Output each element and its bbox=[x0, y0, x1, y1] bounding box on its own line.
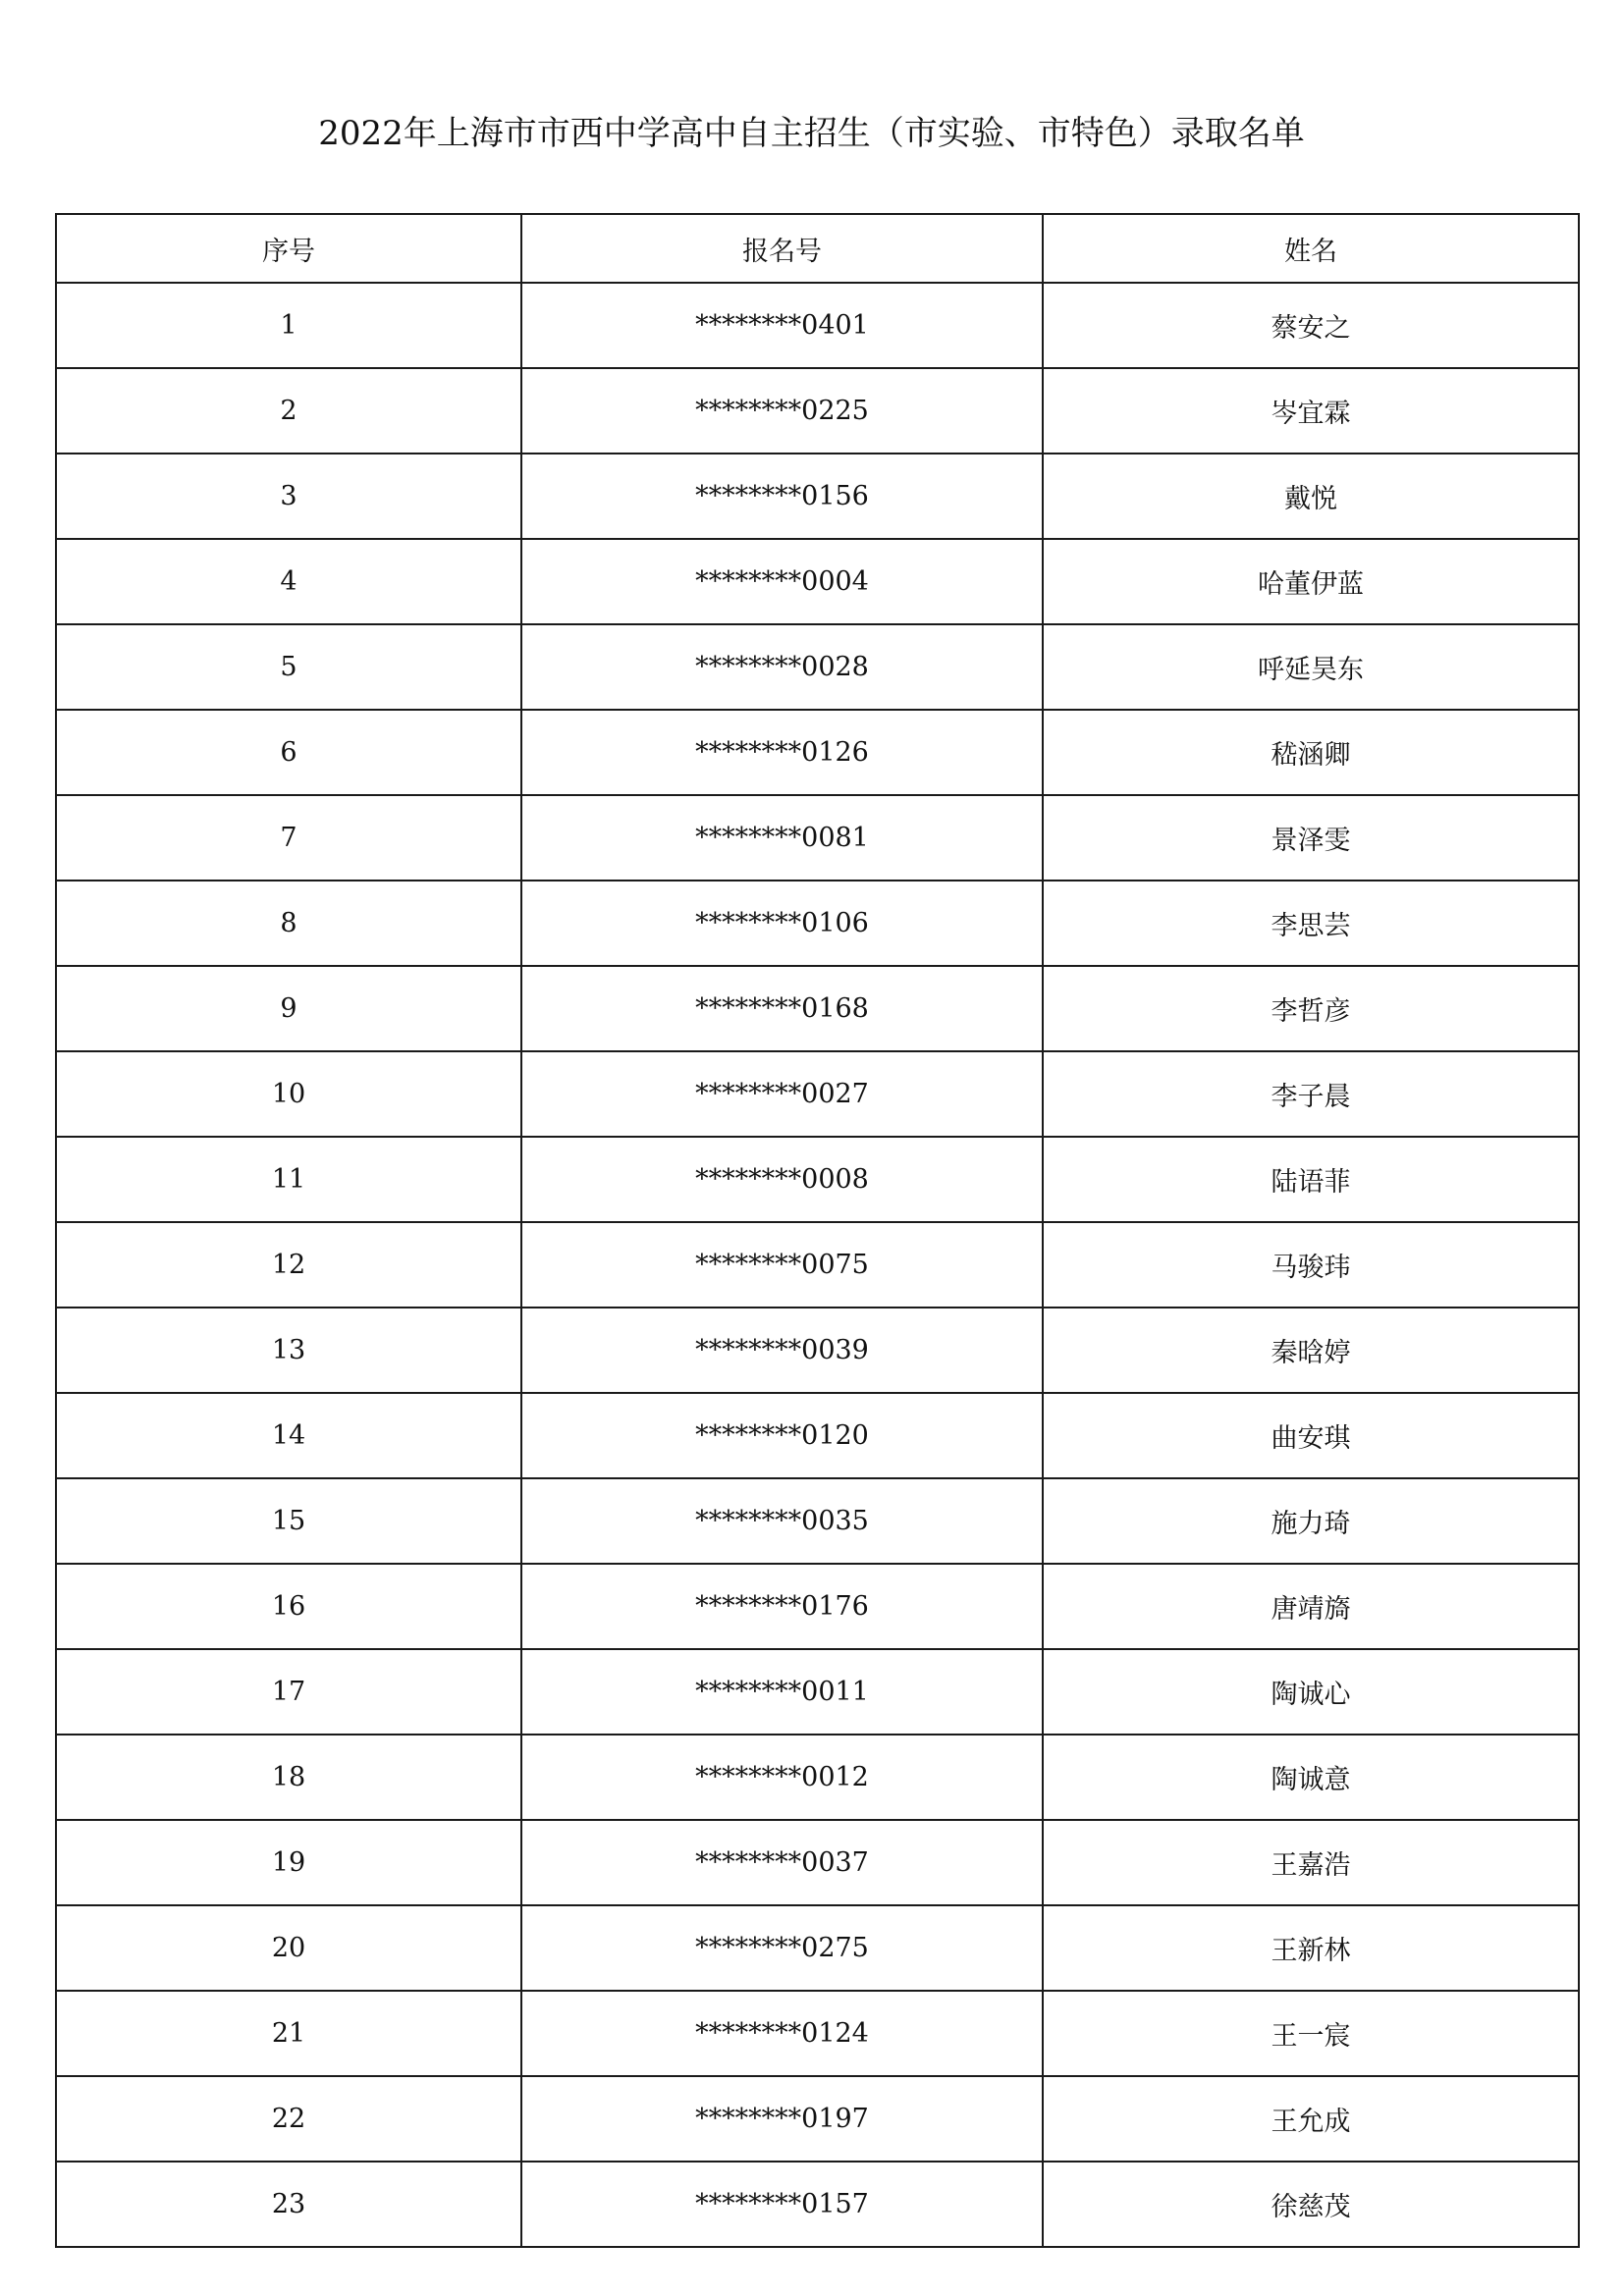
column-header-name: 姓名 bbox=[1043, 214, 1579, 283]
cell-name: 岑宜霖 bbox=[1043, 368, 1579, 454]
cell-index: 23 bbox=[56, 2162, 521, 2247]
column-header-index: 序号 bbox=[56, 214, 521, 283]
cell-index: 6 bbox=[56, 710, 521, 795]
cell-name: 李子晨 bbox=[1043, 1051, 1579, 1137]
cell-registration-number: ********0011 bbox=[521, 1649, 1043, 1735]
cell-registration-number: ********0081 bbox=[521, 795, 1043, 881]
cell-registration-number: ********0028 bbox=[521, 624, 1043, 710]
cell-index: 7 bbox=[56, 795, 521, 881]
cell-name: 呼延昊东 bbox=[1043, 624, 1579, 710]
table-row bbox=[56, 2162, 1579, 2247]
cell-registration-number: ********0012 bbox=[521, 1735, 1043, 1820]
table-row bbox=[56, 283, 1579, 368]
cell-index: 9 bbox=[56, 966, 521, 1051]
cell-index: 16 bbox=[56, 1564, 521, 1649]
cell-index: 2 bbox=[56, 368, 521, 454]
table-row bbox=[56, 624, 1579, 710]
column-header-registration-number: 报名号 bbox=[521, 214, 1043, 283]
cell-name: 王一宸 bbox=[1043, 1991, 1579, 2076]
table-row bbox=[56, 1051, 1579, 1137]
table-row bbox=[56, 710, 1579, 795]
table-row bbox=[56, 1735, 1579, 1820]
cell-name: 马骏玮 bbox=[1043, 1222, 1579, 1308]
cell-index: 5 bbox=[56, 624, 521, 710]
table-row bbox=[56, 795, 1579, 881]
table-row bbox=[56, 1991, 1579, 2076]
cell-index: 19 bbox=[56, 1820, 521, 1905]
table-row bbox=[56, 1222, 1579, 1308]
table-row bbox=[56, 1905, 1579, 1991]
cell-index: 21 bbox=[56, 1991, 521, 2076]
cell-registration-number: ********0401 bbox=[521, 283, 1043, 368]
cell-name: 戴悦 bbox=[1043, 454, 1579, 539]
table-row bbox=[56, 1137, 1579, 1222]
table-row bbox=[56, 1308, 1579, 1393]
page-title: 2022年上海市市西中学高中自主招生（市实验、市特色）录取名单 bbox=[318, 114, 1305, 153]
table-row bbox=[56, 966, 1579, 1051]
cell-name: 陶诚意 bbox=[1043, 1735, 1579, 1820]
table-row bbox=[56, 368, 1579, 454]
cell-name: 陆语菲 bbox=[1043, 1137, 1579, 1222]
cell-index: 11 bbox=[56, 1137, 521, 1222]
cell-registration-number: ********0027 bbox=[521, 1051, 1043, 1137]
cell-registration-number: ********0106 bbox=[521, 881, 1043, 966]
cell-registration-number: ********0124 bbox=[521, 1991, 1043, 2076]
cell-registration-number: ********0075 bbox=[521, 1222, 1043, 1308]
table-row bbox=[56, 1649, 1579, 1735]
table-row bbox=[56, 2076, 1579, 2162]
cell-index: 3 bbox=[56, 454, 521, 539]
cell-index: 15 bbox=[56, 1478, 521, 1564]
cell-registration-number: ********0008 bbox=[521, 1137, 1043, 1222]
cell-index: 1 bbox=[56, 283, 521, 368]
table-row bbox=[56, 881, 1579, 966]
cell-index: 12 bbox=[56, 1222, 521, 1308]
cell-name: 陶诚心 bbox=[1043, 1649, 1579, 1735]
cell-name: 哈董伊蓝 bbox=[1043, 539, 1579, 624]
table-body bbox=[56, 283, 1579, 2247]
table-row bbox=[56, 539, 1579, 624]
cell-name: 施力琦 bbox=[1043, 1478, 1579, 1564]
cell-registration-number: ********0120 bbox=[521, 1393, 1043, 1478]
cell-registration-number: ********0168 bbox=[521, 966, 1043, 1051]
table-row bbox=[56, 1820, 1579, 1905]
table-row bbox=[56, 1478, 1579, 1564]
cell-index: 17 bbox=[56, 1649, 521, 1735]
cell-registration-number: ********0039 bbox=[521, 1308, 1043, 1393]
cell-name: 李思芸 bbox=[1043, 881, 1579, 966]
cell-name: 景泽雯 bbox=[1043, 795, 1579, 881]
cell-registration-number: ********0126 bbox=[521, 710, 1043, 795]
table-row bbox=[56, 454, 1579, 539]
cell-index: 22 bbox=[56, 2076, 521, 2162]
cell-registration-number: ********0176 bbox=[521, 1564, 1043, 1649]
cell-name: 蔡安之 bbox=[1043, 283, 1579, 368]
cell-name: 王允成 bbox=[1043, 2076, 1579, 2162]
cell-registration-number: ********0035 bbox=[521, 1478, 1043, 1564]
cell-name: 王嘉浩 bbox=[1043, 1820, 1579, 1905]
cell-registration-number: ********0156 bbox=[521, 454, 1043, 539]
admission-table bbox=[55, 213, 1580, 2248]
cell-registration-number: ********0037 bbox=[521, 1820, 1043, 1905]
cell-registration-number: ********0225 bbox=[521, 368, 1043, 454]
table-header-row bbox=[56, 214, 1579, 283]
cell-index: 4 bbox=[56, 539, 521, 624]
cell-index: 20 bbox=[56, 1905, 521, 1991]
cell-index: 18 bbox=[56, 1735, 521, 1820]
cell-registration-number: ********0197 bbox=[521, 2076, 1043, 2162]
table-row bbox=[56, 1393, 1579, 1478]
cell-name: 秦晗婷 bbox=[1043, 1308, 1579, 1393]
cell-name: 徐慈茂 bbox=[1043, 2162, 1579, 2247]
cell-registration-number: ********0275 bbox=[521, 1905, 1043, 1991]
cell-index: 10 bbox=[56, 1051, 521, 1137]
cell-name: 嵇涵卿 bbox=[1043, 710, 1579, 795]
cell-index: 8 bbox=[56, 881, 521, 966]
cell-registration-number: ********0004 bbox=[521, 539, 1043, 624]
table-row bbox=[56, 1564, 1579, 1649]
cell-name: 曲安琪 bbox=[1043, 1393, 1579, 1478]
cell-registration-number: ********0157 bbox=[521, 2162, 1043, 2247]
cell-index: 14 bbox=[56, 1393, 521, 1478]
cell-name: 李哲彦 bbox=[1043, 966, 1579, 1051]
cell-name: 唐靖旖 bbox=[1043, 1564, 1579, 1649]
cell-name: 王新林 bbox=[1043, 1905, 1579, 1991]
cell-index: 13 bbox=[56, 1308, 521, 1393]
